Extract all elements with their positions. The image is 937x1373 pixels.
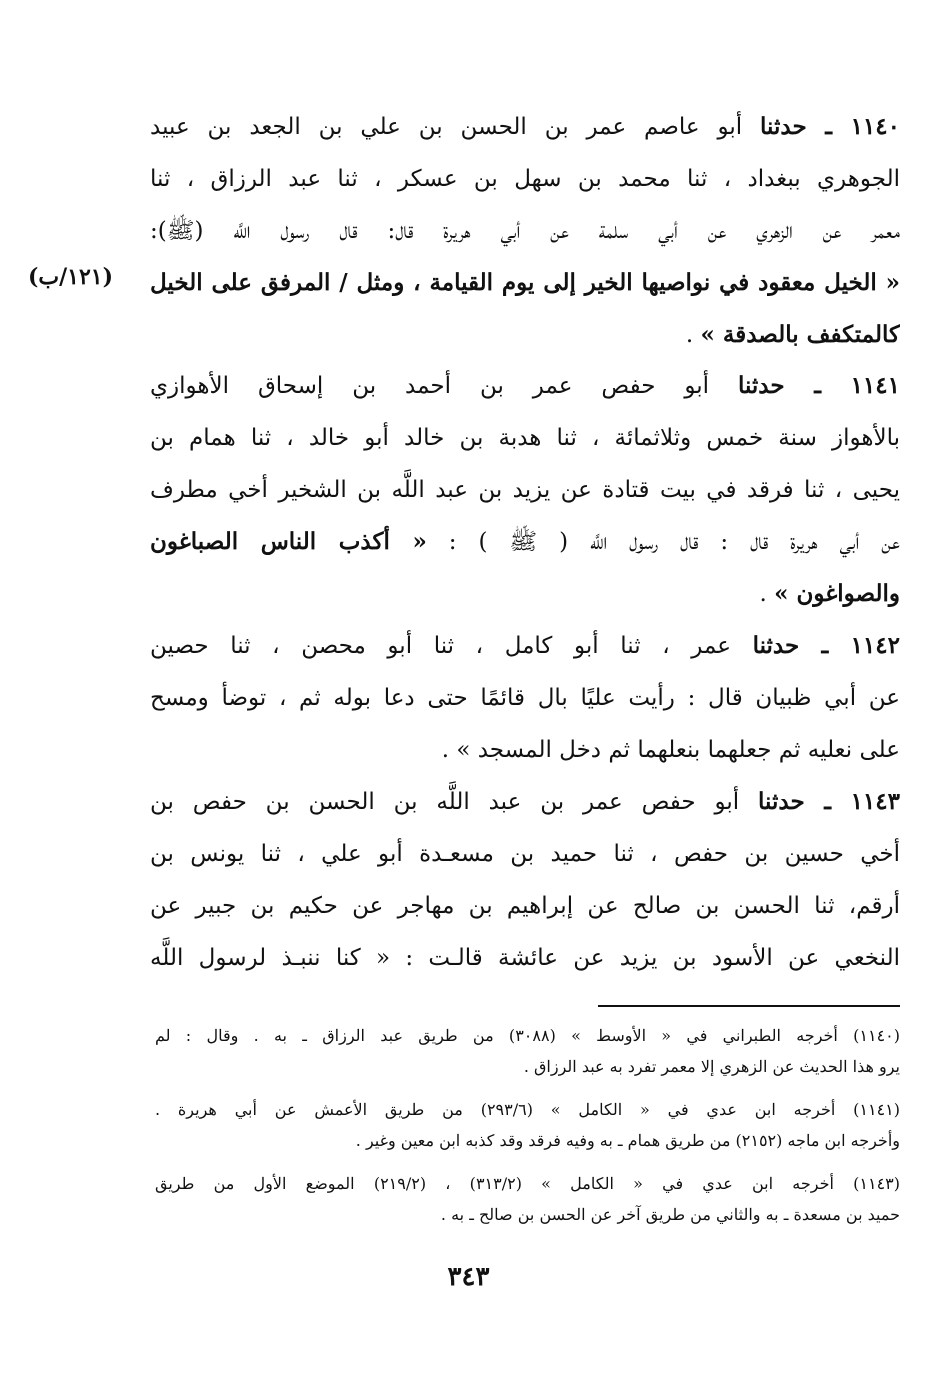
- hadith-number-heading: ١١٤٠ ـ حدثنا: [760, 113, 900, 140]
- hadith-number-heading: ١١٤١ ـ حدثنا: [737, 372, 900, 399]
- hadith-number-heading: ١١٤٢ ـ حدثنا: [752, 632, 900, 659]
- text-line: ١١٤٢ ـ حدثنا عمر ، ثنا أبو كامل ، ثنا أبو محصن ، ثنا حصين: [150, 632, 900, 659]
- margin-folio-note: (١٢١/ب): [28, 264, 114, 290]
- text-line: ١١٤١ ـ حدثنا أبو حفص عمر بن أحمد بن إسحاق الأهوازي: [150, 372, 900, 399]
- hadith-1143: [150, 776, 900, 984]
- footnote-line: حميد بن مسعدة ـ به والثاني من طريق آخر عن الحسن بن صالح ـ به .: [440, 1205, 900, 1224]
- text-line: كالمتكفف بالصدقة » .: [685, 321, 900, 348]
- text-line: الجوهري ببغداد ، ثنا محمد بن سهل بن عسكر ، ثنا عبد الرزاق ، ثنا: [150, 166, 900, 192]
- footnote-divider: [598, 1005, 900, 1007]
- text-line: معمر عن الزهري عن أبي سلمة عن أبي هريرة قال: قال رسول اللَّه (ﷺ):: [150, 218, 900, 244]
- text-line: والصواغون » .: [759, 580, 900, 607]
- hadith-text-bold: « الخيل معقود في نواصيها الخير إلى يوم القيامة ، ومثل / المرفق على الخيل: [150, 269, 900, 296]
- text-line: أخي حسين بن حفص ، ثنا حميد بن مسعـدة أبو علي ، ثنا يونس بن: [150, 841, 900, 867]
- footnote-line: وأخرجه ابن ماجه (٢١٥٢) من طريق همام ـ به وفيه فرقد وقد كذبه ابن معين وغير .: [355, 1131, 900, 1150]
- text-line: على نعليه ثم جعلهما بنعلهما ثم دخل المسجد » .: [441, 737, 900, 763]
- footnote-line: (١١٤١) أخرجه ابن عدي في « الكامل » (٢٩٣/٦) من طريق الأعمش عن أبي هريرة .: [155, 1100, 900, 1119]
- text-line: عن أبي هريرة قال : قال رسول اللَّه ( ﷺ ) : « أكذب الناس الصباغون: [150, 528, 900, 555]
- footnote-line: يرو هذا الحديث عن الزهري إلا معمر تفرد به عبد الرزاق .: [523, 1057, 900, 1076]
- footnotes: [155, 1020, 900, 1230]
- footnote-line: (١١٤٣) أخرجه ابن عدي في « الكامل » (٣١٣/٢) ، (٢١٩/٢) الموضع الأول من طريق: [155, 1174, 900, 1193]
- text-line: عن أبي ظبيان قال : رأيت عليًا بال قائمًا حتى دعا بوله ثم ، توضأ ومسح: [150, 685, 900, 711]
- text-line: النخعي عن الأسود بن يزيد عن عائشة قالـت : « كنا ننبـذ لرسول اللَّه: [150, 945, 900, 971]
- hadith-1140: [150, 101, 900, 361]
- text-line: ١١٤٣ ـ حدثنا أبو حفص عمر بن عبد اللَّه بن الحسن بن حفص بن: [150, 788, 900, 815]
- hadith-1142: [150, 620, 900, 776]
- hadith-1141: [150, 360, 900, 620]
- text-line: بالأهواز سنة خمس وثلاثمائة ، ثنا هدبة بن خالد أبو خالد ، ثنا همام بن: [150, 425, 900, 451]
- page-number: ٣٤٣: [447, 1262, 490, 1292]
- text-line: يحيى ، ثنا فرقد في بيت قتادة عن يزيد بن عبد اللَّه بن الشخير أخي مطرف: [150, 477, 900, 503]
- text-line: ١١٤٠ ـ حدثنا أبو عاصم عمر بن الحسن بن علي بن الجعد بن عبيد: [150, 113, 900, 140]
- text-line: أرقم، ثنا الحسن بن صالح عن إبراهيم بن مهاجر عن حكيم بن جبير عن: [150, 893, 900, 919]
- footnote-line: (١١٤٠) أخرجه الطبراني في « الأوسط » (٣٠٨٨) من طريق عبد الرزاق ـ به . وقال : لم: [155, 1026, 900, 1045]
- hadith-number-heading: ١١٤٣ ـ حدثنا: [758, 788, 900, 815]
